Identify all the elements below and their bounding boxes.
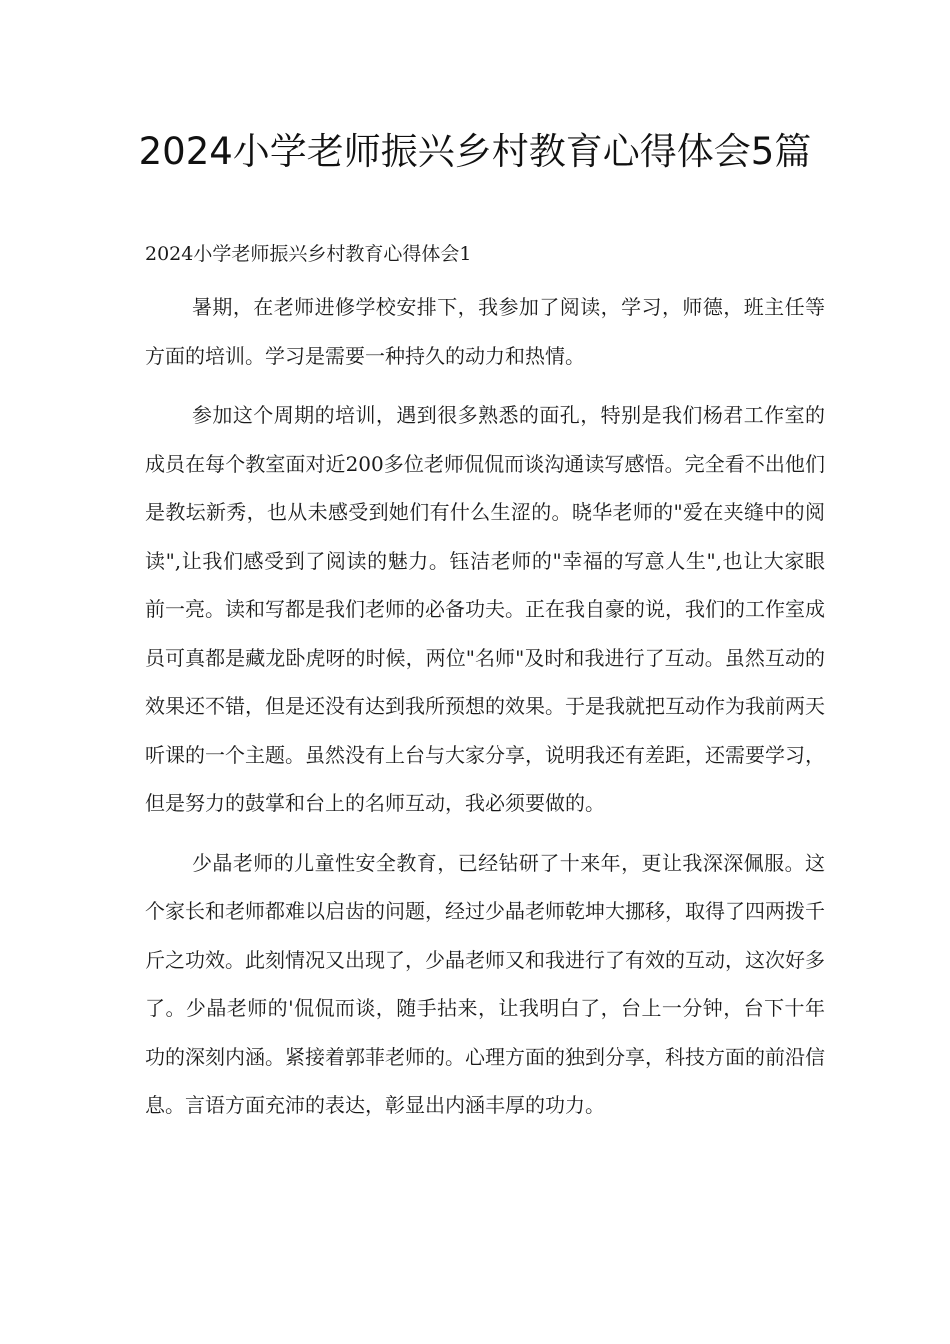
paragraph-1: 暑期，在老师进修学校安排下，我参加了阅读，学习，师德，班主任等方面的培训。学习是需要一种持久的动力和热情。: [145, 295, 825, 368]
document-title: 2024小学老师振兴乡村教育心得体会5篇: [138, 130, 812, 173]
document-body: [145, 236, 825, 1130]
paragraph-2: 参加这个周期的培训，遇到很多熟悉的面孔，特别是我们杨君工作室的成员在每个教室面对近200多位老师侃侃而谈沟通读写感悟。完全看不出他们是教坛新秀，也从未感受到她们有什么生涩的。晓华老师的"爱在夹缝中的阅读",让我们感受到了阅读的魅力。钰洁老师的"幸福的写意人生",也让大家眼前一亮。读和写都是我们老师的必备功夫。正在我自豪的说，我们的工作室成员可真都是藏龙卧虎呀的时候，两位"名师"及时和我进行了互动。虽然互动的效果还不错，但是还没有达到我所预想的效果。于是我就把互动作为我前两天听课的一个主题。虽然没有上台与大家分享，说明我还有差距，还需要学习，但是努力的鼓掌和台上的名师互动，我必须要做的。: [145, 403, 825, 815]
paragraph-3: 少晶老师的儿童性安全教育，已经钻研了十来年，更让我深深佩服。这个家长和老师都难以启齿的问题，经过少晶老师乾坤大挪移，取得了四两拨千斤之功效。此刻情况又出现了，少晶老师又和我进行了有效的互动，这次好多了。少晶老师的'侃侃而谈，随手拈来，让我明白了，台上一分钟，台下十年功的深刻内涵。紧接着郭菲老师的。心理方面的独到分享，科技方面的前沿信息。言语方面充沛的表达，彰显出内涵丰厚的功力。: [145, 850, 825, 1117]
section-heading: 2024小学老师振兴乡村教育心得体会1: [145, 243, 472, 265]
